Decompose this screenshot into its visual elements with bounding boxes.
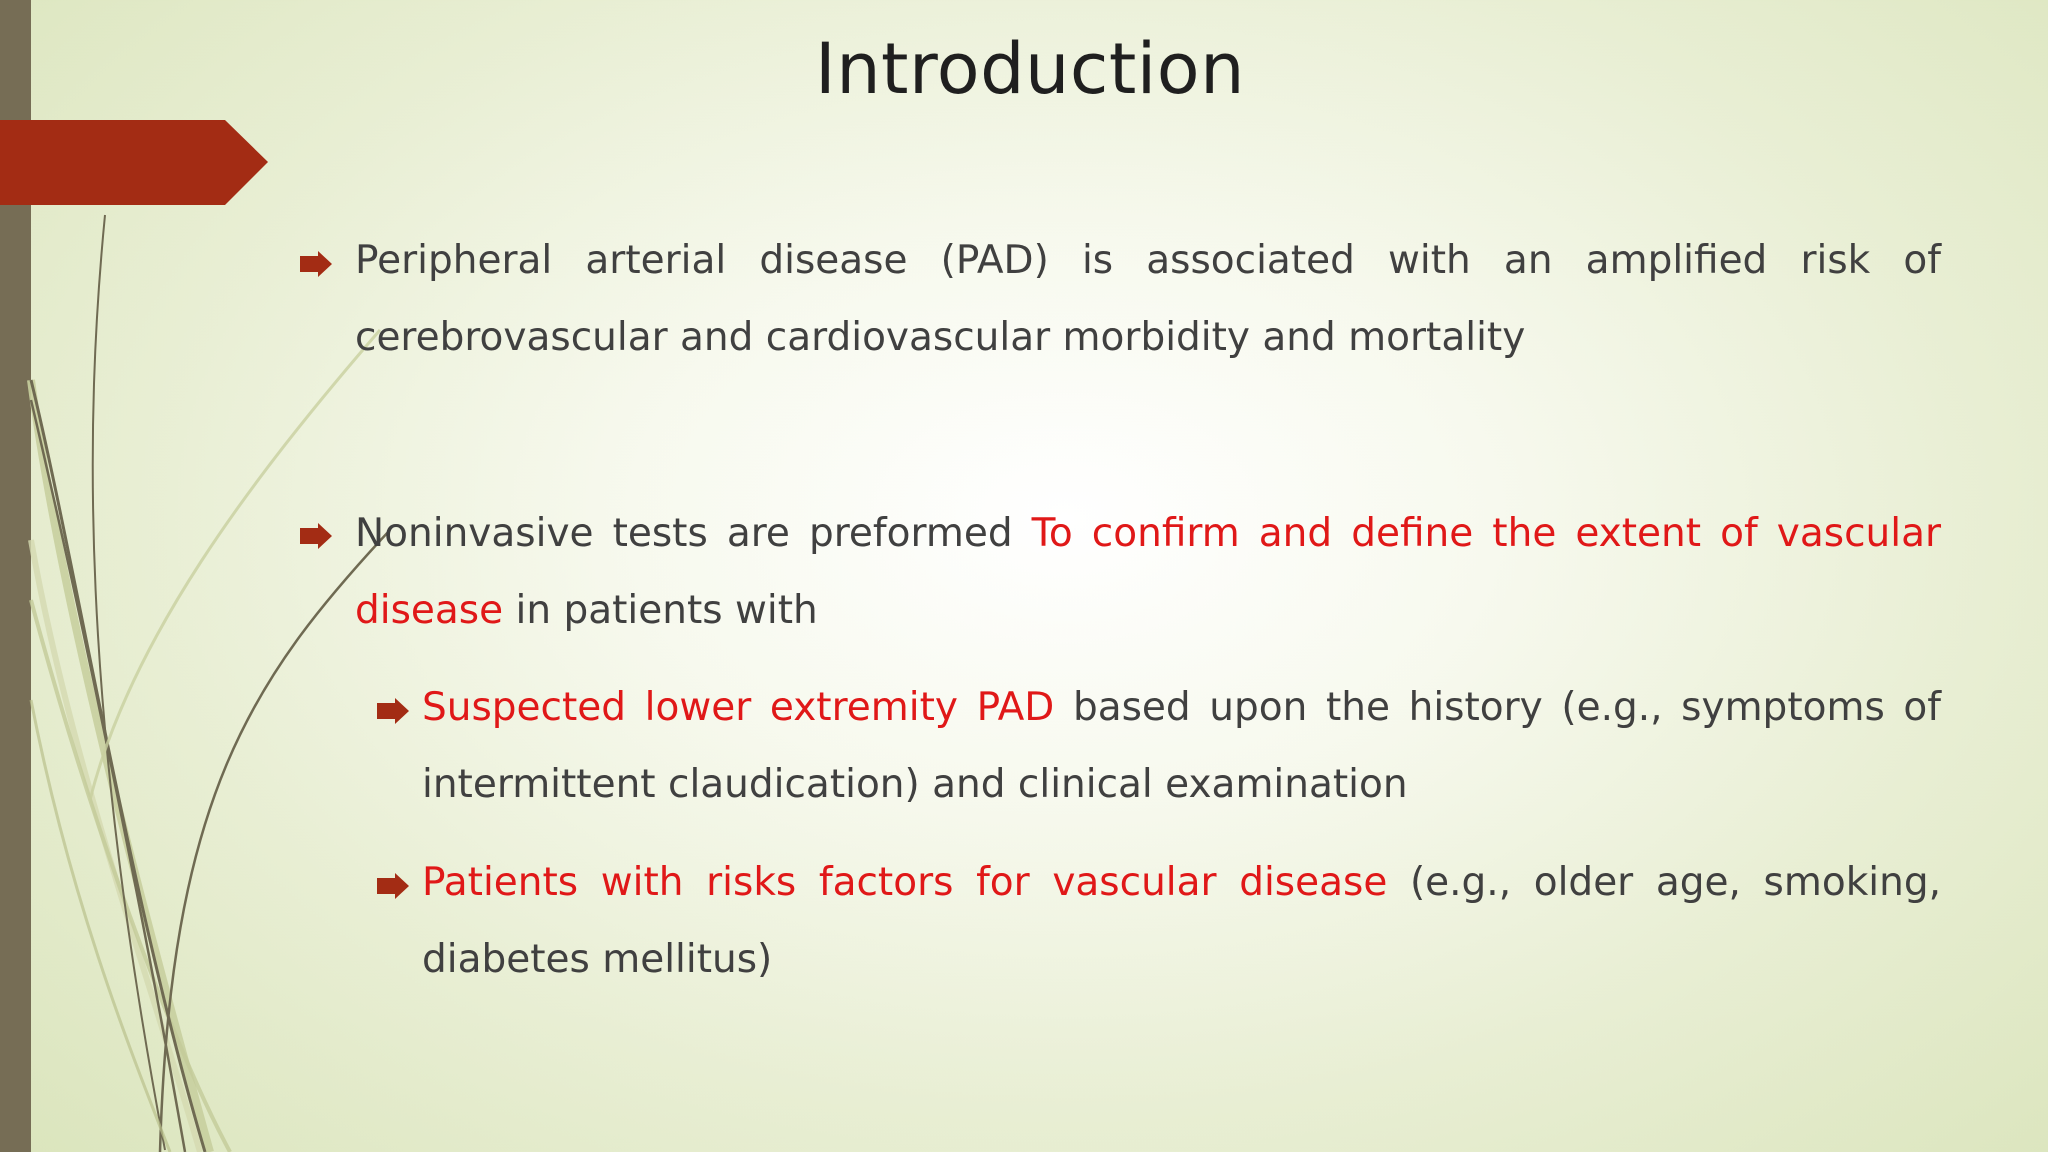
red-arrow-tab <box>0 120 268 205</box>
arrow-bullet-icon <box>298 521 334 551</box>
arrow-bullet-icon <box>375 696 411 726</box>
sub-bullet-1-highlight: Suspected lower extremity PAD <box>422 685 1055 730</box>
arrow-bullet-icon <box>375 871 411 901</box>
sub-bullet-2-tail: (e.g., older age, smoking, diabetes mellitus) <box>422 860 1942 982</box>
bullet-2-highlight: To confirm and define the extent of vascular disease <box>355 511 1942 633</box>
sub-bullet-2-text <box>422 844 1941 998</box>
bullet-2-tail: in patients with <box>503 588 818 633</box>
sub-bullet-2-highlight: Patients with risks factors for vascular disease <box>422 860 1388 905</box>
bullet-1-text <box>355 222 1941 376</box>
slide-title: Introduction <box>815 28 1245 110</box>
arrow-bullet-icon <box>298 249 334 279</box>
bullet-2-text <box>355 495 1941 649</box>
sub-bullet-1-text <box>422 669 1941 823</box>
bullet-1-body: Peripheral arterial disease (PAD) is associated with an amplified risk of cerebrovascular and cardiovascular morbidity and mortality <box>355 238 1941 360</box>
bullet-2-lead: Noninvasive tests are preformed <box>355 511 1032 556</box>
sub-bullet-1-tail: based upon the history (e.g., symptoms of intermittent claudication) and clinical examination <box>422 685 1941 807</box>
